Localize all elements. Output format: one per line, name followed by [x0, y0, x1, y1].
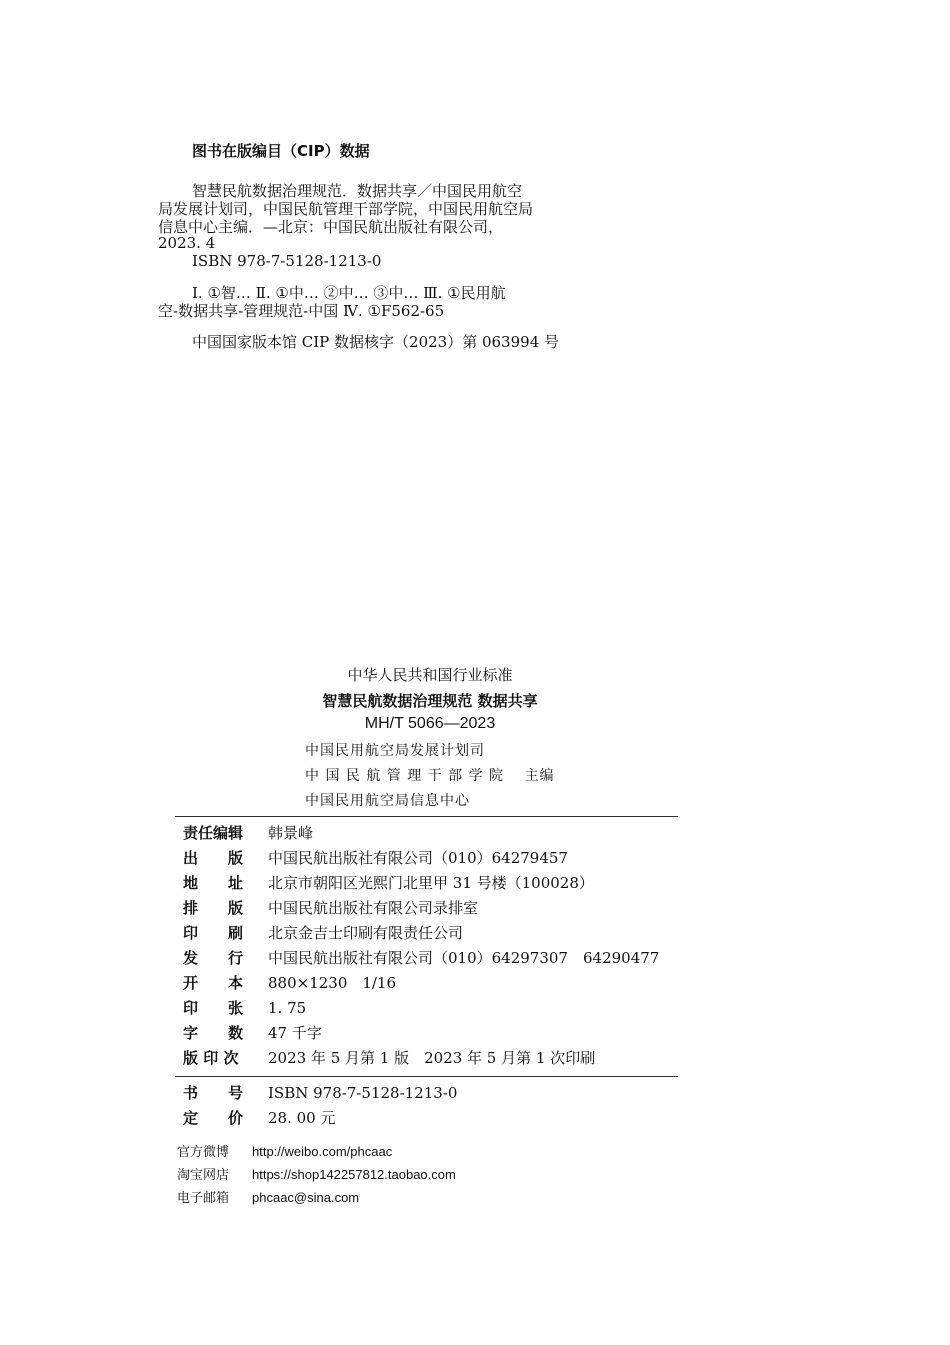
pub-label: 发 行: [183, 949, 244, 967]
pub-row-isbn: [183, 1081, 457, 1105]
cip-classification: Ⅰ. ①智… Ⅱ. ①中… ②中… ③中… Ⅲ. ①民用航: [192, 284, 506, 302]
pub-label: 字 数: [183, 1024, 244, 1042]
pub-row-edition: [183, 1046, 595, 1070]
cip-classification-cont: 空-数据共享-管理规范-中国 Ⅳ. ①F562-65: [158, 302, 445, 320]
contact-value: http://weibo.com/phcaac: [252, 1144, 393, 1159]
pub-value: 1. 75: [268, 999, 307, 1017]
contact-value: https://shop142257812.taobao.com: [252, 1167, 456, 1182]
pub-label: 出 版: [183, 849, 244, 867]
pub-row-price: [183, 1106, 335, 1130]
pub-row-publisher: [183, 846, 568, 870]
pub-label: 印 张: [183, 999, 244, 1017]
pub-row-wordcount: [183, 1021, 322, 1045]
contact-weibo: [177, 1141, 392, 1160]
divider: [175, 816, 678, 817]
cip-line: 2023. 4: [158, 234, 216, 252]
pub-row-format: [183, 971, 396, 995]
contact-email: [177, 1187, 359, 1206]
pub-label: 开 本: [183, 974, 244, 992]
pub-value: 中国民航出版社有限公司录排室: [268, 899, 479, 917]
pub-value: 北京市朝阳区光熙门北里甲 31 号楼（100028）: [268, 874, 594, 892]
pub-row-editor: [183, 821, 313, 845]
pub-value: 北京金吉士印刷有限责任公司: [268, 924, 464, 942]
pub-label: 排 版: [183, 899, 244, 917]
editor-line: 中 国 民 航 管 理 干 部 学 院 主编: [305, 768, 555, 784]
cip-line: 智慧民航数据治理规范．数据共享／中国民用航空: [192, 182, 523, 200]
pub-label: 责任编辑: [183, 824, 244, 842]
pub-label: 书 号: [183, 1084, 244, 1102]
contact-label: 淘宝网店: [177, 1168, 230, 1183]
pub-row-sheets: [183, 996, 306, 1020]
pub-value: 中国民航出版社有限公司（010）64279457: [268, 849, 568, 867]
divider: [175, 1076, 678, 1077]
standard-title: 智慧民航数据治理规范 数据共享: [322, 692, 538, 710]
pub-row-typesetting: [183, 896, 478, 920]
pub-value: 2023 年 5 月第 1 版 2023 年 5 月第 1 次印刷: [268, 1049, 596, 1067]
pub-value: 中国民航出版社有限公司（010）64297307 64290477: [268, 949, 660, 967]
pub-value: 韩景峰: [268, 824, 314, 842]
pub-row-printing: [183, 921, 463, 945]
pub-value: 28. 00 元: [268, 1109, 336, 1127]
pub-value: 47 千字: [268, 1024, 322, 1042]
cip-record-number: 中国国家版本馆 CIP 数据核字（2023）第 063994 号: [192, 333, 560, 351]
pub-label: 版 印 次: [183, 1049, 239, 1067]
cip-isbn: ISBN 978-7-5128-1213-0: [192, 252, 382, 270]
cip-line: 信息中心主编．—北京：中国民航出版社有限公司，: [158, 218, 504, 236]
cip-title: 图书在版编目（CIP）数据: [192, 142, 370, 160]
pub-row-distribution: [183, 946, 659, 970]
standard-code: MH/T 5066—2023: [364, 715, 496, 732]
contact-label: 官方微博: [177, 1145, 230, 1160]
pub-value: ISBN 978-7-5128-1213-0: [268, 1084, 458, 1102]
editor-line: 中国民用航空局发展计划司: [305, 743, 485, 759]
pub-label: 定 价: [183, 1109, 244, 1127]
pub-label: 印 刷: [183, 924, 244, 942]
pub-label: 地 址: [183, 874, 244, 892]
pub-value: 880×1230 1/16: [268, 974, 397, 992]
contact-taobao: [177, 1164, 456, 1183]
standard-category: 中华人民共和国行业标准: [347, 666, 513, 684]
editor-line: 中国民用航空局信息中心: [305, 793, 470, 809]
cip-line: 局发展计划司，中国民航管理干部学院，中国民用航空局: [158, 200, 534, 218]
contact-value: phcaac@sina.com: [252, 1190, 360, 1205]
pub-row-address: [183, 871, 594, 895]
contact-label: 电子邮箱: [177, 1191, 230, 1206]
